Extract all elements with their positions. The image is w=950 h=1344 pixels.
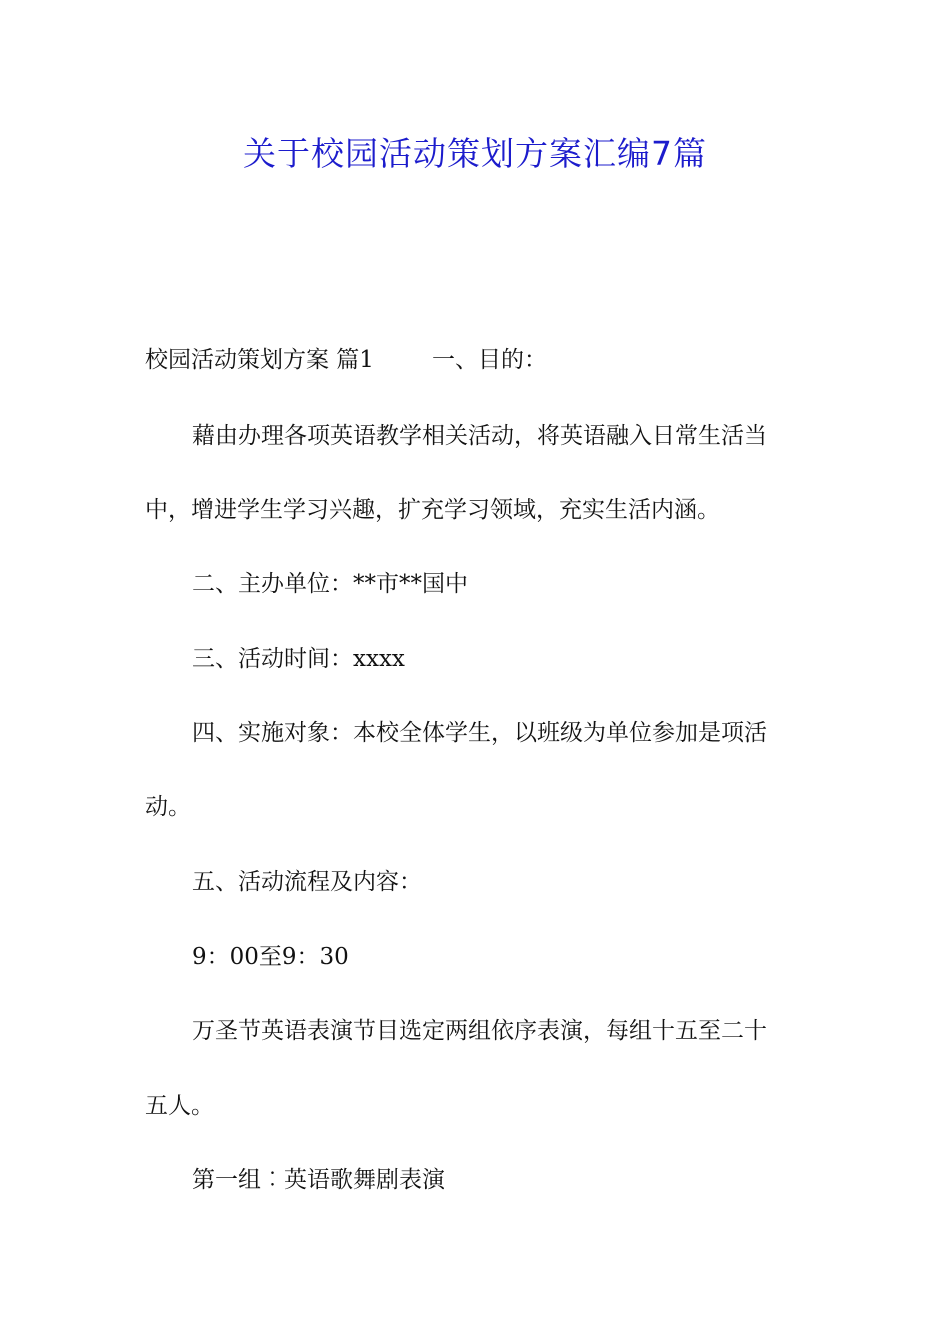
paragraph-line: 动。 xyxy=(145,794,191,820)
section-heading-line xyxy=(145,340,810,380)
paragraph-line: 9：00至9：30 xyxy=(192,944,349,970)
document-title: 关于校园活动策划方案汇编7篇 xyxy=(243,134,707,173)
paragraph-line: 中，增进学生学习兴趣，扩充学习领域，充实生活内涵。 xyxy=(145,497,720,523)
paragraph-line: 五、活动流程及内容： xyxy=(192,869,422,895)
paragraph-line: 藉由办理各项英语教学相关活动，将英语融入日常生活当 xyxy=(192,423,767,449)
section-heading: 校园活动策划方案 篇1 xyxy=(145,347,374,373)
section-first-item: 一、目的： xyxy=(431,347,547,373)
paragraph-line: 第一组︰英语歌舞剧表演 xyxy=(192,1167,445,1193)
paragraph-line: 五人。 xyxy=(145,1093,214,1119)
paragraph-line: 三、活动时间：xxxx xyxy=(192,646,405,672)
paragraph-line: 万圣节英语表演节目选定两组依序表演，每组十五至二十 xyxy=(192,1018,767,1044)
paragraph-line: 二、主办单位：**市**国中 xyxy=(192,571,468,597)
paragraph-line: 四、实施对象：本校全体学生，以班级为单位参加是项活 xyxy=(192,720,767,746)
